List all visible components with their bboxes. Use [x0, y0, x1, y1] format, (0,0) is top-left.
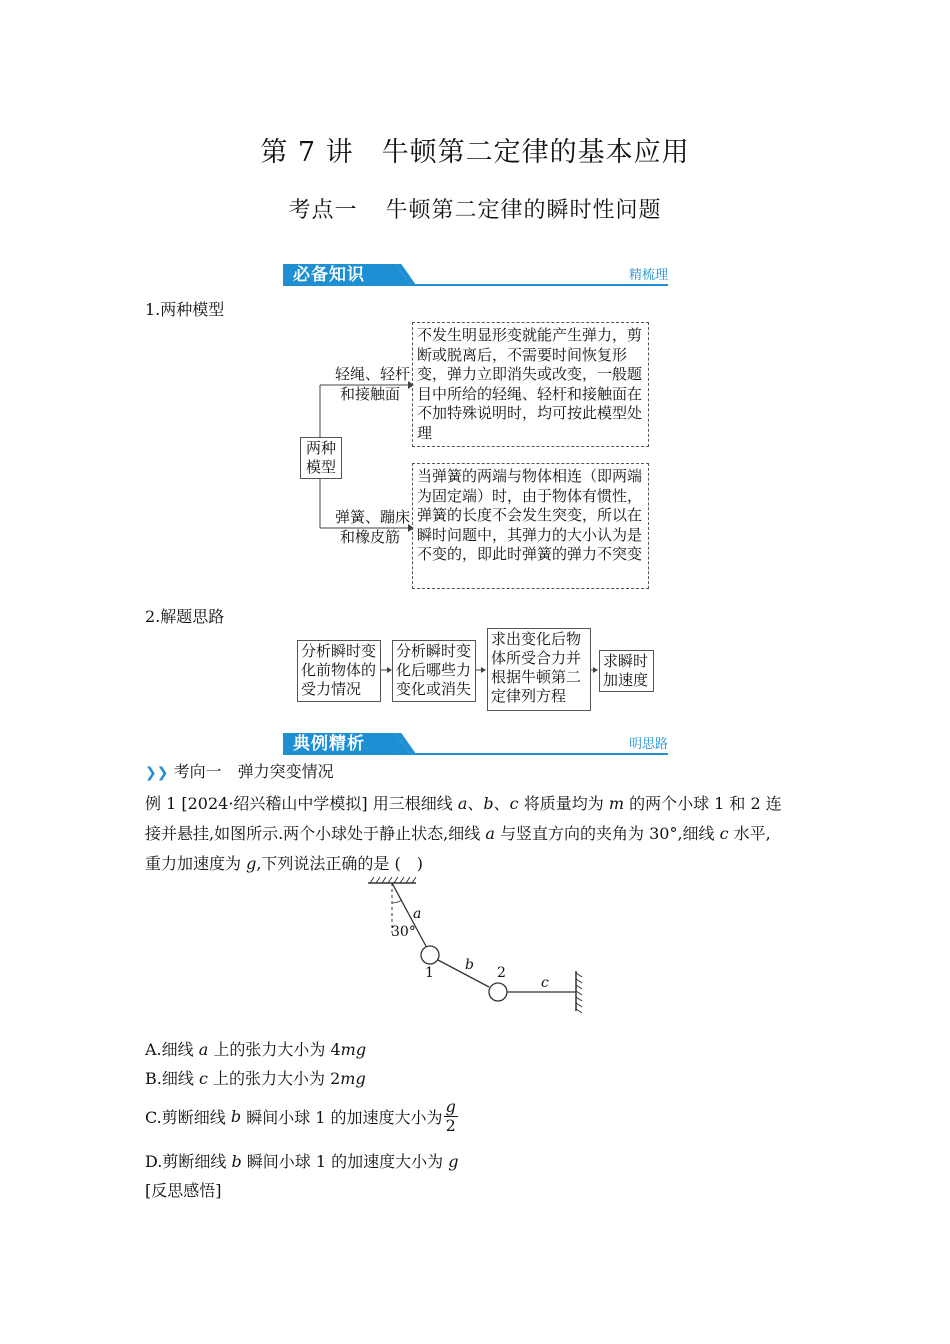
rope-rod-description-box: 不发生明显形变就能产生弹力，剪断或脱离后，不需要时间恢复形变，弹力立即消失或改变，一般题目中所给的轻绳、轻杆和接触面在不加特殊说明时，均可按此模型处理 — [412, 322, 649, 447]
flow-step-1: 分析瞬时变化前物体的受力情况 — [297, 640, 381, 702]
fraction-g-over-2: $\frac{g}{2}$ — [445, 1097, 456, 1135]
label-a: a — [413, 906, 422, 922]
section-heading-models: 1.两种模型 — [145, 300, 225, 319]
ball-1-label: 1 — [425, 965, 434, 981]
ball-2-label: 2 — [497, 965, 506, 981]
angle-label: 30° — [391, 924, 416, 940]
label-b: b — [465, 957, 474, 973]
model-root-box: 两种 模型 — [300, 437, 342, 479]
example-line-1: 例 1 [2024·绍兴稽山中学模拟] 用三根细线 a、b、c 将质量均为 m 的两个小球 1 和 2 连 — [145, 794, 782, 813]
direction-heading: ❯❯ 考向一 弹力突变情况 — [145, 762, 334, 781]
option-c[interactable]: C.剪断细线 b 瞬间小球 1 的加速度大小为 $\frac{g}{2}$ — [145, 1097, 456, 1135]
banner-essential-knowledge: 必备知识 精梳理 — [283, 264, 668, 286]
flow-step-4: 求瞬时加速度 — [599, 650, 654, 692]
example-line-3: 重力加速度为 g,下列说法正确的是 ( ) — [145, 854, 424, 873]
double-chevron-icon: ❯❯ — [145, 765, 169, 781]
label-c: c — [541, 975, 549, 991]
page-title: 第 7 讲 牛顿第二定律的基本应用 — [260, 137, 690, 168]
reflection-label: [反思感悟] — [145, 1181, 222, 1200]
branch-label-spring: 弹簧、蹦床 和橡皮筋 — [334, 508, 410, 546]
option-b[interactable]: B.细线 c 上的张力大小为 2mg — [145, 1069, 366, 1088]
spring-description-box: 当弹簧的两端与物体相连（即两端为固定端）时，由于物体有惯性，弹簧的长度不会发生突变，所以在瞬时问题中，其弹力的大小认为是不变的，即此时弹簧的弹力不突变 — [412, 463, 649, 589]
example-line-2: 接并悬挂,如图所示.两个小球处于静止状态,细线 a 与竖直方向的夹角为 30°,细线 c 水平, — [145, 824, 771, 843]
section-title: 考点一 牛顿第二定律的瞬时性问题 — [288, 198, 662, 223]
option-a[interactable]: A.细线 a 上的张力大小为 4mg — [145, 1040, 367, 1059]
flow-step-3: 求出变化后物体所受合力并根据牛顿第二定律列方程 — [487, 628, 591, 711]
banner-typical-examples: 典例精析 明思路 — [283, 733, 668, 755]
section-heading-approach: 2.解题思路 — [145, 607, 225, 626]
branch-label-rope-rod: 轻绳、轻杆 和接触面 — [334, 365, 410, 403]
flow-step-2: 分析瞬时变化后哪些力变化或消失 — [392, 640, 476, 702]
hanging-balls-figure — [360, 875, 590, 1020]
option-d[interactable]: D.剪断细线 b 瞬间小球 1 的加速度大小为 g — [145, 1152, 459, 1171]
